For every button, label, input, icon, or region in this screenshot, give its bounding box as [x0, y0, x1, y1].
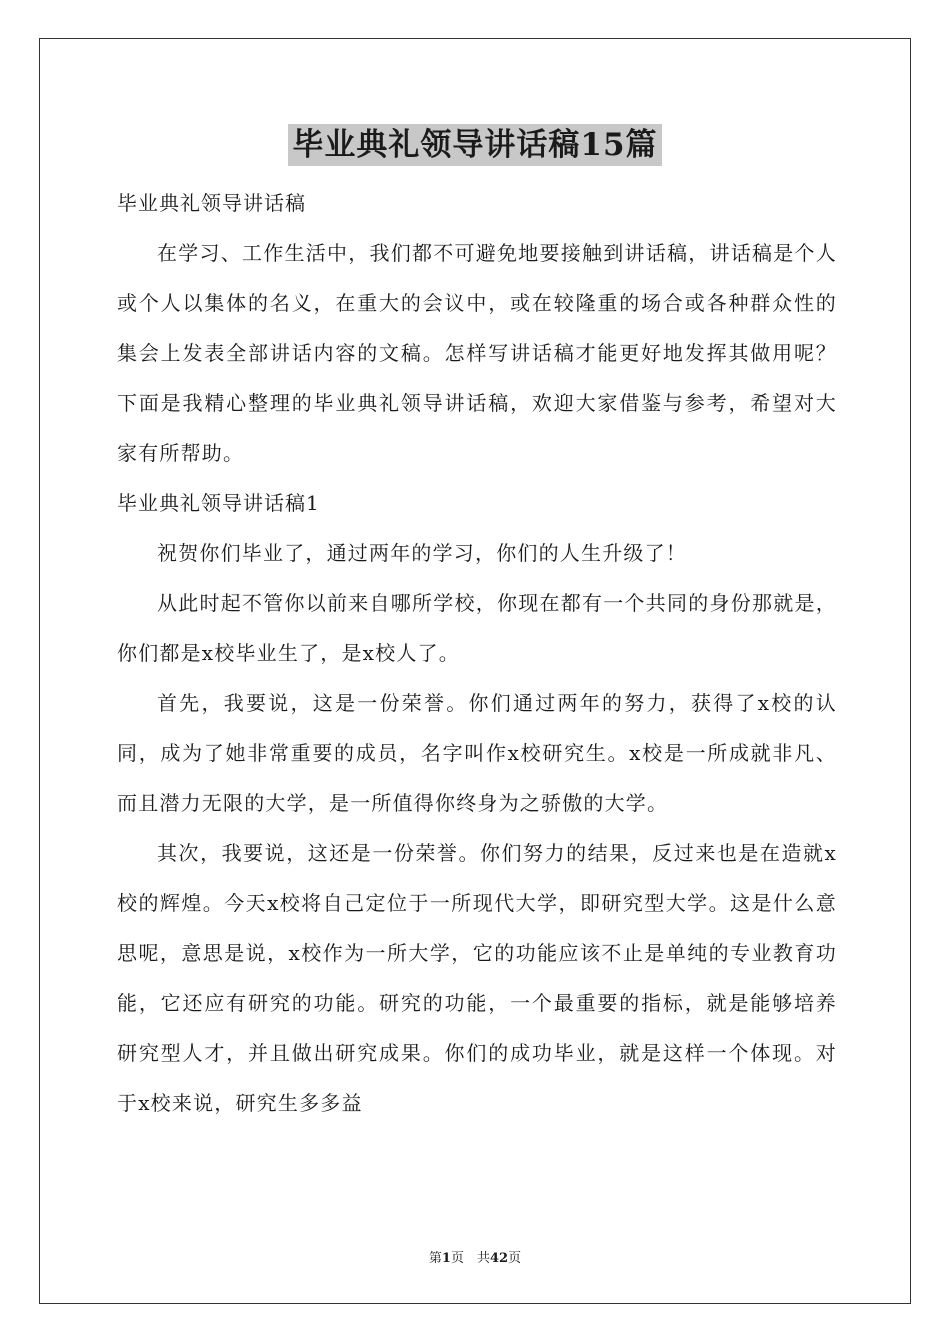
document-body	[117, 178, 837, 1128]
paragraph-1: 祝贺你们毕业了，通过两年的学习，你们的人生升级了！	[157, 541, 687, 565]
document-title: 毕业典礼领导讲话稿15篇	[288, 124, 661, 166]
footer-mid: 页 共	[450, 1251, 490, 1266]
intro-paragraph: 在学习、工作生活中，我们都不可避免地要接触到讲话稿，讲话稿是个人或个人以集体的名义，在重大的会议中，或在较隆重的场合或各种群众性的集会上发表全部讲话内容的文稿。怎样写讲话稿才能更好地发挥其做用呢？下面是我精心整理的毕业典礼领导讲话稿，欢迎大家借鉴与参考，希望对大家有所帮助。	[117, 241, 837, 465]
title-container	[0, 124, 950, 166]
footer-page-total: 42	[489, 1251, 509, 1266]
subtitle: 毕业典礼领导讲话稿	[117, 191, 306, 215]
footer-suffix: 页	[508, 1251, 522, 1266]
paragraph-2: 从此时起不管你以前来自哪所学校，你现在都有一个共同的身份那就是，你们都是x校毕业生了，是x校人了。	[117, 591, 837, 665]
paragraph-4: 其次，我要说，这还是一份荣誉。你们努力的结果，反过来也是在造就x校的辉煌。今天x校将自己定位于一所现代大学，即研究型大学。这是什么意思呢，意思是说，x校作为一所大学，它的功能应该不止是单纯的专业教育功能，它还应有研究的功能。研究的功能，一个最重要的指标，就是能够培养研究型人才，并且做出研究成果。你们的成功毕业，就是这样一个体现。对于x校来说，研究生多多益	[117, 841, 837, 1115]
page-footer	[0, 1247, 950, 1266]
footer-page-current: 1	[441, 1251, 451, 1266]
section-heading: 毕业典礼领导讲话稿1	[117, 491, 320, 515]
footer-prefix: 第	[428, 1251, 442, 1266]
paragraph-3: 首先，我要说，这是一份荣誉。你们通过两年的努力，获得了x校的认同，成为了她非常重要的成员，名字叫作x校研究生。x校是一所成就非凡、而且潜力无限的大学，是一所值得你终身为之骄傲的大学。	[117, 691, 837, 815]
